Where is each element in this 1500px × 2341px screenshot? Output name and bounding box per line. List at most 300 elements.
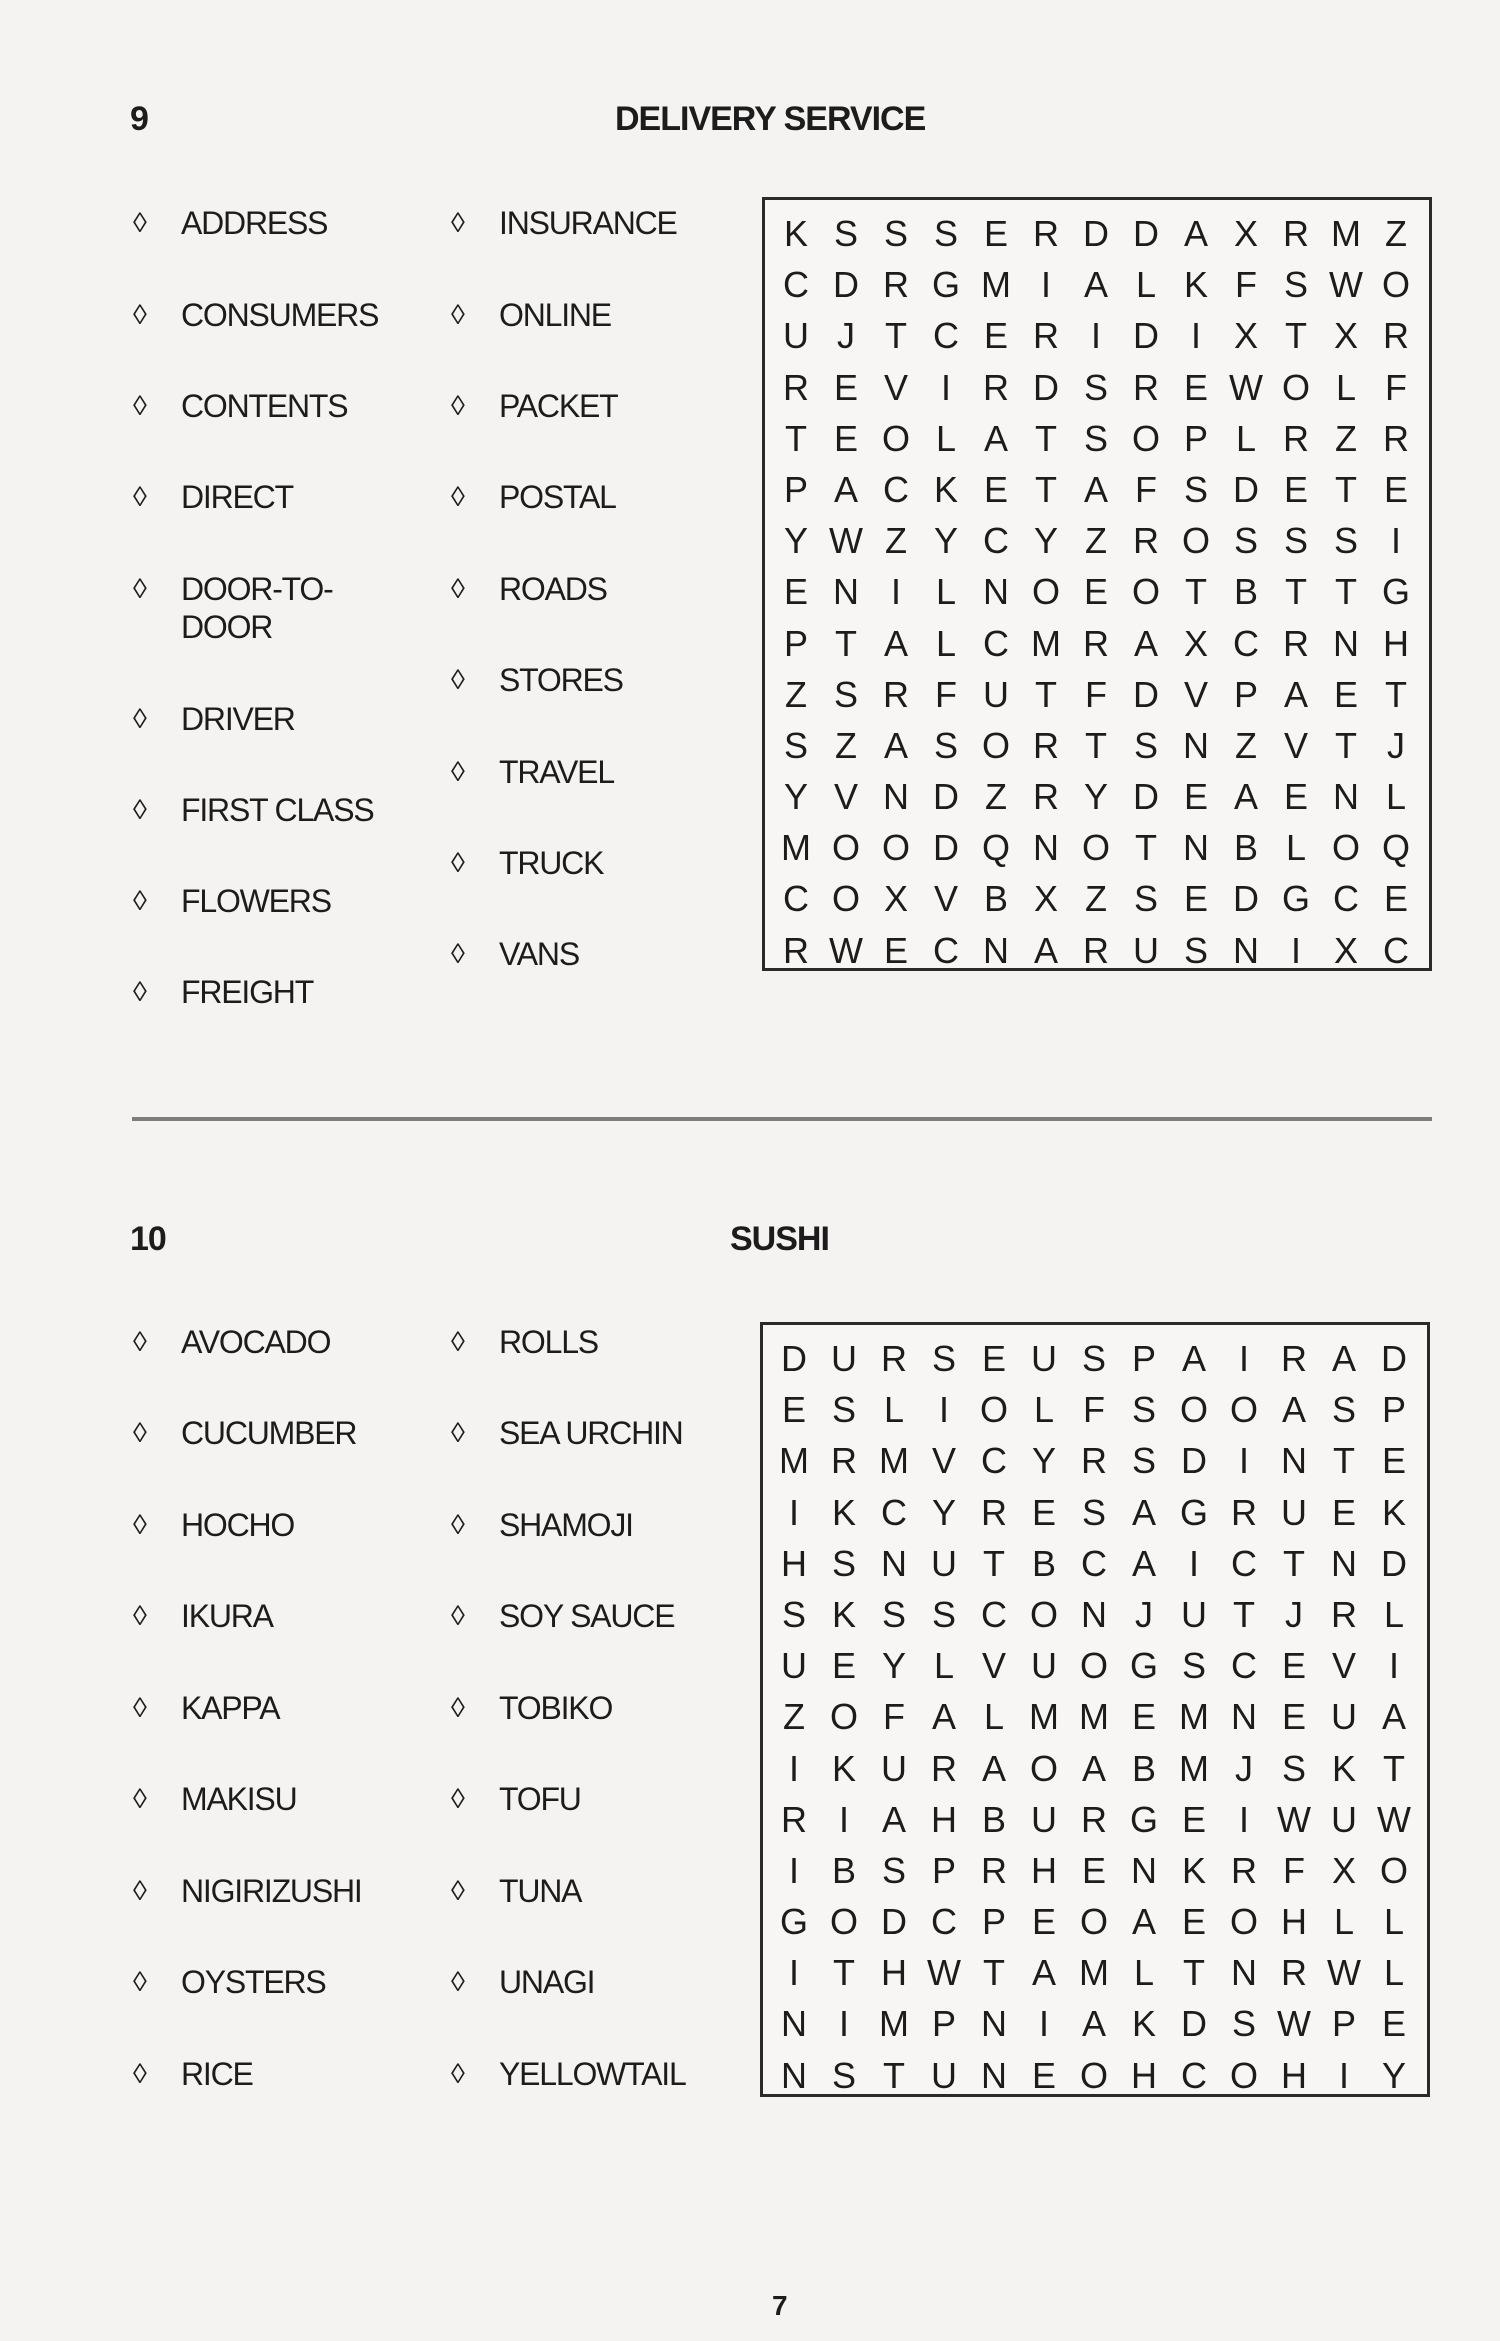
grid-cell: T [983, 1952, 1005, 1994]
grid-cell: R [1033, 776, 1059, 818]
grid-cell: I [940, 366, 951, 408]
grid-cell: E [1031, 2054, 1056, 2096]
grid-cell: U [831, 1338, 857, 1379]
grid-row [771, 208, 1421, 259]
grid-cell: U [983, 673, 1009, 715]
grid-cell: R [781, 1798, 807, 1840]
grid-cell: A [981, 1747, 1006, 1789]
grid-cell: D [1233, 878, 1259, 920]
grid-cell: K [1183, 264, 1208, 306]
grid-cell: O [829, 1901, 858, 1943]
grid-cell: W [829, 929, 863, 971]
grid-row [769, 2050, 1419, 2101]
word-label: INSURANCE [499, 205, 677, 241]
grid-cell: I [890, 571, 901, 613]
grid-row [769, 1896, 1419, 1947]
grid-cell: A [1283, 673, 1308, 715]
grid-cell: E [1383, 468, 1408, 510]
grid-cell: I [938, 1389, 949, 1431]
word-label: TRAVEL [499, 754, 614, 790]
grid-cell: P [783, 622, 808, 664]
grid-cell: E [1381, 1440, 1406, 1482]
grid-cell: K [1381, 1491, 1406, 1533]
grid-cell: F [1283, 1849, 1305, 1891]
grid-cell: D [1133, 213, 1159, 254]
grid-cell: P [783, 468, 808, 510]
grid-cell: D [933, 827, 959, 869]
grid-row [769, 1998, 1419, 2049]
diamond-bullet-icon: ◊ [451, 1417, 464, 1448]
diamond-bullet-icon: ◊ [451, 299, 464, 330]
diamond-bullet-icon: ◊ [451, 1875, 464, 1906]
grid-cell: G [1281, 878, 1310, 920]
grid-cell: L [1235, 417, 1257, 459]
grid-cell: P [1381, 1389, 1406, 1431]
grid-cell: M [1031, 622, 1061, 664]
grid-cell: E [1131, 1696, 1156, 1738]
grid-cell: A [883, 724, 908, 766]
grid-cell: M [781, 827, 811, 869]
grid-row [771, 873, 1421, 924]
grid-cell: L [1133, 1952, 1155, 1994]
grid-cell: T [1385, 673, 1407, 715]
grid-cell: I [1040, 264, 1051, 306]
word-label: CONSUMERS [181, 297, 379, 333]
grid-cell: U [783, 315, 809, 357]
grid-cell: W [1229, 366, 1263, 408]
grid-cell: K [1131, 2003, 1156, 2045]
grid-cell: O [1131, 571, 1160, 613]
grid-cell: R [1383, 417, 1409, 459]
grid-cell: C [881, 1491, 907, 1533]
grid-cell: U [1031, 1645, 1057, 1687]
diamond-bullet-icon: ◊ [133, 703, 146, 734]
grid-cell: S [933, 724, 958, 766]
grid-cell: A [1081, 1747, 1106, 1789]
grid-cell: L [883, 1389, 905, 1431]
grid-cell: I [1090, 315, 1101, 357]
grid-cell: L [1285, 827, 1307, 869]
diamond-bullet-icon: ◊ [451, 573, 464, 604]
grid-cell: A [883, 622, 908, 664]
grid-cell: Z [785, 673, 807, 715]
grid-cell: O [1229, 1901, 1258, 1943]
grid-cell: L [1383, 1952, 1405, 1994]
grid-cell: P [931, 2003, 956, 2045]
word-label: TUNA [499, 1873, 582, 1909]
grid-cell: R [1283, 213, 1309, 254]
grid-cell: O [1029, 1747, 1058, 1789]
grid-cell: S [1183, 929, 1208, 971]
diamond-bullet-icon: ◊ [133, 1966, 146, 1997]
grid-cell: N [1183, 827, 1209, 869]
grid-cell: O [1229, 1389, 1258, 1431]
grid-cell: L [935, 571, 957, 613]
grid-cell: E [833, 417, 858, 459]
grid-cell: S [1133, 724, 1158, 766]
grid-cell: P [1183, 417, 1208, 459]
grid-cell: R [783, 366, 809, 408]
grid-cell: O [1331, 827, 1360, 869]
grid-row [771, 618, 1421, 669]
grid-cell: A [1331, 1338, 1356, 1379]
grid-cell: P [1131, 1338, 1156, 1379]
grid-cell: R [1133, 366, 1159, 408]
grid-cell: K [1181, 1849, 1206, 1891]
word-label: STORES [499, 662, 623, 698]
grid-cell: E [1081, 1849, 1106, 1891]
grid-row [769, 1435, 1419, 1486]
grid-cell: T [1035, 468, 1057, 510]
grid-cell: R [1283, 622, 1309, 664]
grid-cell: U [1331, 1696, 1357, 1738]
grid-cell: L [1033, 1389, 1055, 1431]
grid-cell: I [1390, 520, 1401, 562]
grid-cell: W [1329, 264, 1363, 306]
grid-cell: O [979, 1389, 1008, 1431]
grid-cell: A [1133, 622, 1158, 664]
grid-cell: D [1033, 366, 1059, 408]
diamond-bullet-icon: ◊ [451, 1783, 464, 1814]
grid-cell: C [1081, 1542, 1107, 1584]
grid-cell: S [831, 1389, 856, 1431]
grid-cell: O [1131, 417, 1160, 459]
grid-cell: R [1033, 213, 1059, 254]
grid-cell: O [829, 1696, 858, 1738]
grid-cell: X [1033, 878, 1058, 920]
grid-cell: W [829, 520, 863, 562]
grid-cell: U [1281, 1491, 1307, 1533]
grid-cell: V [883, 366, 908, 408]
grid-cell: D [933, 776, 959, 818]
grid-cell: T [1135, 827, 1157, 869]
grid-cell: I [838, 2003, 849, 2045]
grid-cell: E [1383, 878, 1408, 920]
grid-cell: S [931, 1593, 956, 1635]
diamond-bullet-icon: ◊ [133, 1783, 146, 1814]
grid-cell: U [1331, 1798, 1357, 1840]
grid-cell: S [1131, 1389, 1156, 1431]
grid-cell: E [1281, 1696, 1306, 1738]
grid-cell: E [983, 213, 1008, 254]
grid-row [771, 259, 1421, 310]
grid-cell: A [1131, 1491, 1156, 1533]
grid-cell: I [1238, 1798, 1249, 1840]
grid-cell: S [881, 1593, 906, 1635]
grid-cell: O [1181, 520, 1210, 562]
grid-cell: K [1331, 1747, 1356, 1789]
grid-cell: C [1231, 1645, 1257, 1687]
word-label: POSTAL [499, 479, 616, 515]
grid-cell: S [1133, 878, 1158, 920]
grid-cell: F [1083, 1389, 1105, 1431]
diamond-bullet-icon: ◊ [451, 664, 464, 695]
grid-cell: E [883, 929, 908, 971]
word-label: IKURA [181, 1598, 273, 1634]
grid-cell: C [783, 264, 809, 306]
grid-cell: Q [981, 827, 1010, 869]
grid-cell: S [831, 2054, 856, 2096]
grid-cell: Y [783, 776, 808, 818]
grid-cell: A [1131, 1901, 1156, 1943]
grid-cell: E [983, 468, 1008, 510]
grid-cell: T [1183, 1952, 1205, 1994]
word-label: ROLLS [499, 1324, 598, 1360]
grid-cell: R [1081, 1798, 1107, 1840]
grid-cell: S [833, 673, 858, 715]
grid-cell: A [881, 1798, 906, 1840]
grid-cell: V [1283, 724, 1308, 766]
grid-cell: Z [1335, 417, 1357, 459]
grid-cell: K [831, 1593, 856, 1635]
grid-cell: A [931, 1696, 956, 1738]
grid-cell: E [1331, 1491, 1356, 1533]
grid-cell: S [833, 213, 858, 254]
grid-row [771, 515, 1421, 566]
grid-row [769, 1947, 1419, 1998]
diamond-bullet-icon: ◊ [133, 1417, 146, 1448]
grid-cell: Y [1083, 776, 1108, 818]
diamond-bullet-icon: ◊ [133, 573, 146, 604]
word-label: TOBIKO [499, 1690, 613, 1726]
grid-cell: R [1331, 1593, 1357, 1635]
word-label: DOOR-TO- DOOR [181, 571, 333, 645]
grid-cell: W [1377, 1798, 1411, 1840]
grid-row [769, 1743, 1419, 1794]
grid-cell: R [931, 1747, 957, 1789]
grid-cell: Q [1381, 827, 1410, 869]
grid-cell: S [1283, 264, 1308, 306]
grid-cell: P [1331, 2003, 1356, 2045]
grid-cell: D [1381, 1338, 1407, 1379]
grid-cell: I [1188, 1542, 1199, 1584]
grid-cell: K [831, 1491, 856, 1533]
grid-cell: N [1333, 776, 1359, 818]
grid-cell: T [885, 315, 907, 357]
puzzle-title: DELIVERY SERVICE [615, 100, 926, 138]
grid-cell: O [1381, 264, 1410, 306]
grid-row [771, 720, 1421, 771]
grid-cell: C [983, 622, 1009, 664]
grid-cell: A [1031, 1952, 1056, 1994]
grid-row [769, 1794, 1419, 1845]
grid-cell: R [1033, 724, 1059, 766]
grid-cell: E [1333, 673, 1358, 715]
grid-cell: T [1185, 571, 1207, 613]
grid-cell: C [1231, 1542, 1257, 1584]
word-label: MAKISU [181, 1781, 297, 1817]
grid-cell: A [1083, 264, 1108, 306]
grid-cell: C [981, 1593, 1007, 1635]
letter-grid [760, 1322, 1430, 2097]
grid-cell: A [983, 417, 1008, 459]
grid-cell: H [881, 1952, 907, 1994]
grid-cell: Z [1235, 724, 1257, 766]
grid-cell: N [881, 1542, 907, 1584]
grid-cell: D [833, 264, 859, 306]
grid-cell: S [1081, 1338, 1106, 1379]
grid-cell: C [1181, 2054, 1207, 2096]
grid-cell: N [981, 2003, 1007, 2045]
grid-cell: T [883, 2054, 905, 2096]
grid-cell: J [1387, 724, 1405, 766]
grid-cell: W [1327, 1952, 1361, 1994]
grid-cell: T [1283, 1542, 1305, 1584]
grid-cell: O [981, 724, 1010, 766]
grid-cell: E [1083, 571, 1108, 613]
grid-cell: T [1383, 1747, 1405, 1789]
grid-cell: E [781, 1389, 806, 1431]
grid-cell: D [1133, 315, 1159, 357]
grid-cell: I [1190, 315, 1201, 357]
grid-cell: X [1331, 1849, 1356, 1891]
diamond-bullet-icon: ◊ [133, 1326, 146, 1357]
grid-cell: S [831, 1542, 856, 1584]
grid-cell: Y [933, 520, 958, 562]
word-label: ONLINE [499, 297, 611, 333]
diamond-bullet-icon: ◊ [451, 1509, 464, 1540]
grid-cell: N [1233, 929, 1259, 971]
grid-cell: V [931, 1440, 956, 1482]
grid-cell: E [1283, 776, 1308, 818]
grid-cell: N [1131, 1849, 1157, 1891]
grid-cell: A [1081, 2003, 1106, 2045]
grid-cell: B [1131, 1747, 1156, 1789]
grid-row [769, 1589, 1419, 1640]
word-label: DIRECT [181, 479, 293, 515]
grid-row [769, 1538, 1419, 1589]
grid-cell: F [935, 673, 957, 715]
word-label: RICE [181, 2056, 253, 2092]
grid-cell: T [1335, 724, 1357, 766]
grid-cell: I [1038, 2003, 1049, 2045]
grid-cell: G [1129, 1645, 1158, 1687]
grid-cell: Y [931, 1491, 956, 1533]
word-label: UNAGI [499, 1964, 595, 2000]
word-label: AVOCADO [181, 1324, 331, 1360]
grid-cell: S [1333, 520, 1358, 562]
grid-cell: X [1183, 622, 1208, 664]
grid-cell: U [931, 2054, 957, 2096]
grid-cell: P [931, 1849, 956, 1891]
grid-cell: S [1181, 1645, 1206, 1687]
grid-cell: H [1031, 1849, 1057, 1891]
grid-row [769, 1640, 1419, 1691]
grid-cell: E [831, 1645, 856, 1687]
grid-cell: Y [881, 1645, 906, 1687]
grid-cell: H [1281, 1901, 1307, 1943]
grid-cell: I [1238, 1440, 1249, 1482]
grid-cell: N [883, 776, 909, 818]
grid-cell: V [933, 878, 958, 920]
grid-cell: O [1031, 571, 1060, 613]
grid-cell: J [1285, 1593, 1303, 1635]
grid-cell: S [1281, 1747, 1306, 1789]
diamond-bullet-icon: ◊ [451, 1326, 464, 1357]
grid-cell: S [1131, 1440, 1156, 1482]
grid-cell: N [1231, 1696, 1257, 1738]
grid-cell: T [1035, 673, 1057, 715]
grid-cell: T [1285, 571, 1307, 613]
grid-row [769, 1384, 1419, 1435]
grid-cell: S [1083, 366, 1108, 408]
grid-cell: R [1231, 1849, 1257, 1891]
grid-cell: M [1029, 1696, 1059, 1738]
grid-cell: N [781, 2054, 807, 2096]
grid-cell: Z [885, 520, 907, 562]
grid-cell: T [1333, 1440, 1355, 1482]
grid-cell: R [831, 1440, 857, 1482]
grid-cell: D [781, 1338, 807, 1379]
grid-cell: D [1233, 468, 1259, 510]
grid-cell: B [981, 1798, 1006, 1840]
grid-cell: A [1181, 1338, 1206, 1379]
grid-cell: D [1181, 1440, 1207, 1482]
grid-cell: O [1229, 2054, 1258, 2096]
grid-cell: E [1031, 1901, 1056, 1943]
word-label: TRUCK [499, 845, 604, 881]
grid-row [771, 310, 1421, 361]
grid-cell: C [1333, 878, 1359, 920]
page-number: 7 [772, 2290, 788, 2321]
grid-cell: C [783, 878, 809, 920]
grid-cell: R [1083, 929, 1109, 971]
grid-cell: S [1183, 468, 1208, 510]
grid-cell: M [779, 1440, 809, 1482]
grid-cell: M [1331, 213, 1361, 254]
grid-cell: R [1083, 622, 1109, 664]
grid-cell: I [1388, 1645, 1399, 1687]
grid-row [771, 771, 1421, 822]
grid-cell: Z [1085, 520, 1107, 562]
grid-cell: L [1135, 264, 1157, 306]
grid-cell: S [931, 1338, 956, 1379]
word-label: FREIGHT [181, 974, 314, 1010]
grid-cell: Z [1385, 213, 1407, 254]
grid-cell: H [1383, 622, 1409, 664]
grid-cell: O [881, 417, 910, 459]
grid-cell: S [1083, 417, 1108, 459]
grid-cell: V [981, 1645, 1006, 1687]
grid-cell: S [1331, 1389, 1356, 1431]
grid-cell: C [1383, 929, 1409, 971]
grid-cell: K [933, 468, 958, 510]
diamond-bullet-icon: ◊ [133, 2058, 146, 2089]
grid-cell: I [838, 1798, 849, 1840]
grid-cell: Z [835, 724, 857, 766]
grid-cell: S [1231, 2003, 1256, 2045]
grid-cell: A [1083, 468, 1108, 510]
grid-cell: L [983, 1696, 1005, 1738]
grid-cell: N [1331, 1542, 1357, 1584]
grid-cell: E [1183, 878, 1208, 920]
grid-cell: B [831, 1849, 856, 1891]
word-label: VANS [499, 936, 579, 972]
grid-cell: L [1383, 1901, 1405, 1943]
grid-cell: N [1333, 622, 1359, 664]
grid-cell: O [831, 827, 860, 869]
grid-cell: M [1179, 1696, 1209, 1738]
grid-cell: C [933, 929, 959, 971]
diamond-bullet-icon: ◊ [451, 938, 464, 969]
diamond-bullet-icon: ◊ [451, 390, 464, 421]
grid-cell: L [1385, 776, 1407, 818]
grid-row [769, 1487, 1419, 1538]
grid-cell: L [1335, 366, 1357, 408]
grid-cell: R [1081, 1440, 1107, 1482]
grid-cell: N [1033, 827, 1059, 869]
grid-cell: M [1079, 1696, 1109, 1738]
